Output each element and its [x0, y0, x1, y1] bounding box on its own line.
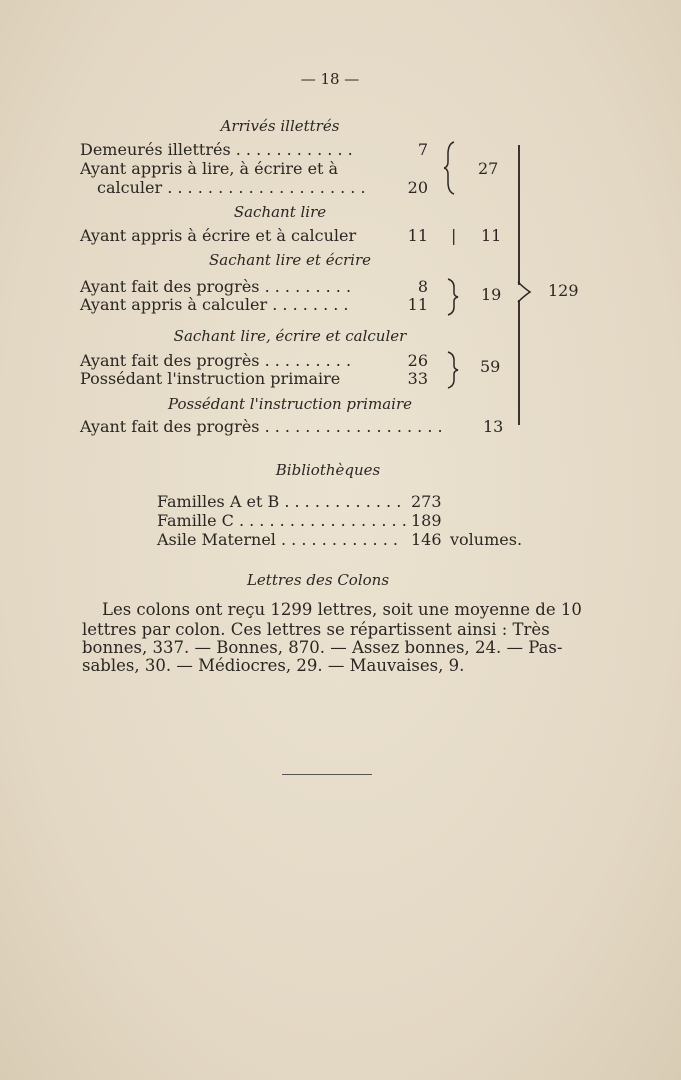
- brace-icon: [444, 140, 460, 196]
- subtotal-value: 13: [483, 417, 504, 436]
- paragraph-line: bonnes, 337. — Bonnes, 870. — Assez bonnes, 24. — Pas-: [82, 638, 563, 657]
- library-row-value: 146: [411, 530, 442, 549]
- section-title-arrives-illettres: Arrivés illettrés: [220, 117, 340, 135]
- row-label: Ayant appris à écrire et à calculer: [80, 226, 357, 245]
- section-title-lettres: Lettres des Colons: [246, 571, 390, 589]
- subtotal-value: 11: [481, 226, 502, 245]
- row-value: 8: [417, 277, 428, 296]
- section-title-possedant: Possédant l'instruction primaire: [168, 395, 412, 413]
- total-bracket-line: [518, 300, 520, 425]
- library-row-label: Famille C . . . . . . . . . . . . . . . . .: [157, 511, 407, 530]
- library-row-value: 189: [411, 511, 442, 530]
- bracket-point-icon: [516, 280, 532, 304]
- subtotal-value: 19: [481, 285, 502, 304]
- paragraph-line: sables, 30. — Médiocres, 29. — Mauvaises, 9.: [82, 656, 465, 675]
- library-row-label: Asile Maternel . . . . . . . . . . . .: [157, 530, 398, 549]
- library-row-value: 273: [411, 492, 442, 511]
- row-value: 26: [407, 351, 428, 370]
- page-number: — 18 —: [300, 70, 360, 88]
- row-label: Demeurés illettrés . . . . . . . . . . . .: [80, 140, 353, 159]
- brace-icon: [446, 277, 460, 317]
- section-title-sachant-lire-ecrire: Sachant lire et écrire: [208, 251, 372, 269]
- library-row-unit: volumes.: [450, 530, 523, 549]
- section-title-bibliotheques: Bibliothèques: [275, 461, 381, 479]
- row-label: Ayant appris à lire, à écrire et à: [80, 159, 339, 178]
- library-row-label: Familles A et B . . . . . . . . . . . .: [157, 492, 402, 511]
- row-value: 7: [417, 140, 428, 159]
- row-value: 33: [407, 369, 428, 388]
- subtotal-value: 27: [478, 159, 499, 178]
- paragraph-line: Les colons ont reçu 1299 lettres, soit une moyenne de 10: [102, 600, 582, 619]
- grand-total-value: 129: [548, 281, 579, 300]
- row-value: 11: [407, 295, 428, 314]
- row-label: Possédant l'instruction primaire: [80, 369, 341, 388]
- subtotal-value: 59: [480, 357, 501, 376]
- brace-icon: [446, 350, 460, 390]
- row-label: Ayant fait des progrès . . . . . . . . .: [80, 277, 352, 296]
- section-title-sachant-lire-ecrire-calculer: Sachant lire, écrire et calculer: [173, 327, 407, 345]
- separator-bar: |: [451, 226, 457, 245]
- total-bracket-line: [518, 145, 520, 285]
- row-value: 11: [407, 226, 428, 245]
- row-value: 20: [407, 178, 428, 197]
- row-label: calculer . . . . . . . . . . . . . . . . . . . .: [97, 178, 366, 197]
- row-label: Ayant appris à calculer . . . . . . . .: [80, 295, 349, 314]
- closing-rule: [282, 774, 372, 775]
- row-label: Ayant fait des progrès . . . . . . . . .: [80, 351, 352, 370]
- section-title-sachant-lire: Sachant lire: [233, 203, 327, 221]
- row-label: Ayant fait des progrès . . . . . . . . . . . . . . . . . .: [80, 417, 443, 436]
- paragraph-line: lettres par colon. Ces lettres se répartissent ainsi : Très: [82, 620, 550, 639]
